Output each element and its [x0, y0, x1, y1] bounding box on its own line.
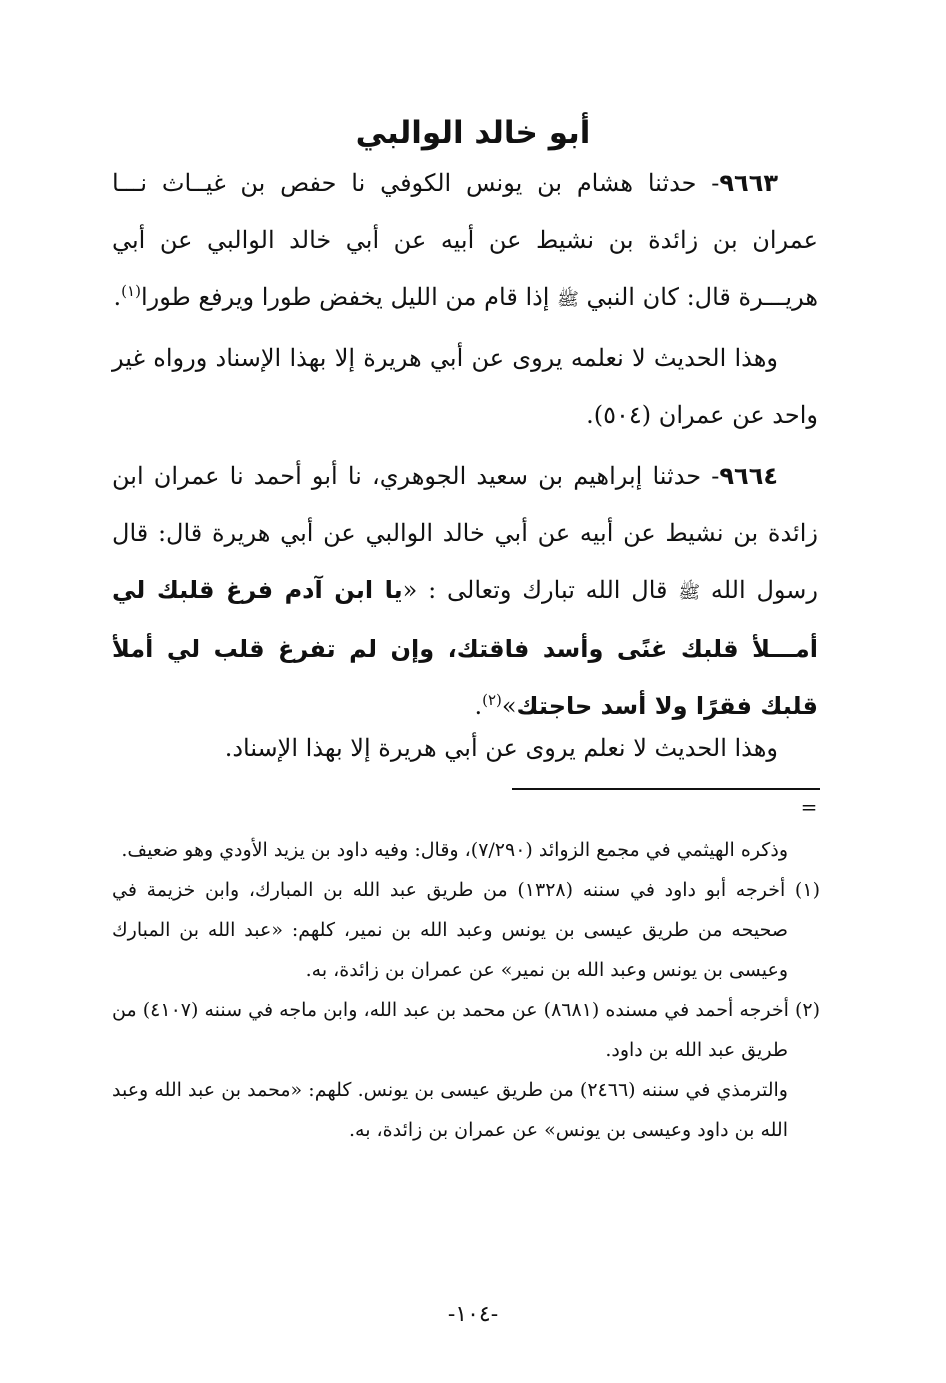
hadith-9664	[112, 448, 818, 735]
hadith-dash: -	[711, 169, 720, 197]
quote-close: »	[501, 692, 517, 720]
honorific-glyph: ﷺ	[678, 582, 701, 603]
hadith-9663	[112, 155, 818, 328]
hadith-dash: -	[711, 462, 720, 490]
hadith-text: حدثنا إبراهيم بن سعيد الجوهري، نا أبو أحمد نا عمران ابن زائدة بن نشيط عن أبيه عن أبي خالد الوالبي عن أبي هريرة قال: قال رسول الله	[112, 462, 818, 604]
footnote-ref-1: (١)	[121, 282, 141, 300]
footnote-1: (١) أخرجه أبو داود في سننه (١٣٢٨) من طريق عبد الله بن المبارك، وابن خزيمة في صحيحه من طريق عيسى بن يونس وعبد الله بن نمير، كلهم: «عبد الله بن المبارك وعيسى بن يونس وعبد الله بن نمير» عن عمران بن زائدة، به.	[112, 879, 820, 981]
footnotes	[112, 830, 820, 1150]
comment-paragraph: وهذا الحديث لا نعلم يروى عن أبي هريرة إلا بهذا الإسناد.	[224, 734, 778, 762]
footnote-ref-2: (٢)	[482, 691, 502, 709]
hadith-text: حدثنا هشام بن يونس الكوفي نا حفص بن غيــاث نـــا عمران بن زائدة بن نشيط عن أبيه عن أبي خالد الوالبي عن أبي هريـــرة قال: كان النبي	[112, 169, 818, 311]
footnote-continuation: وذكره الهيثمي في مجمع الزوائد (٧/٢٩٠)، وقال: وفيه داود بن يزيد الأودي وهو ضعيف.	[121, 839, 788, 861]
hadith-quote: يا ابن آدم فرغ قلبك لي أمـــلأ قلبك غنًى وأسد فاقتك، وإن لم تفرغ قلب لي أملأ قلبك فقرًا ولا أسد حاجتك	[112, 576, 818, 720]
hadith-paragraph	[112, 448, 818, 735]
comment-9663	[112, 330, 818, 444]
continuation-mark: =	[800, 795, 818, 819]
page-number: -١٠٤-	[447, 1302, 499, 1327]
hadith-end-mark: .	[474, 692, 483, 720]
hadith-end-mark: .	[113, 283, 122, 311]
footnote-2-continued: والترمذي في سننه (٢٤٦٦) من طريق عيسى بن يونس. كلهم: «محمد بن عبد الله وعبد الله بن داود وعيسى بن يونس» عن عمران بن زائدة، به.	[112, 1079, 788, 1141]
hadith-text-continued: قال الله تبارك وتعالى : «	[402, 576, 679, 604]
comment-9664	[112, 720, 818, 777]
footnote-2: (٢) أخرجه أحمد في مسنده (٨٦٨١) عن محمد بن عبد الله، وابن ماجه في سننه (٤١٠٧) من طريق عبد الله بن داود.	[112, 999, 820, 1061]
footnote-separator	[512, 788, 820, 790]
honorific-glyph: ﷺ	[557, 289, 579, 310]
hadith-paragraph	[112, 155, 818, 328]
hadith-text-continued: إذا قام من الليل يخفض طورا ويرفع طورا	[140, 283, 558, 311]
page-title: أبو خالد الوالبي	[355, 114, 591, 151]
hadith-number: ٩٦٦٤	[719, 462, 778, 490]
hadith-number: ٩٦٦٣	[719, 169, 778, 197]
comment-paragraph: وهذا الحديث لا نعلمه يروى عن أبي هريرة إلا بهذا الإسناد ورواه غير واحد عن عمران (٥٠٤).	[112, 344, 818, 429]
